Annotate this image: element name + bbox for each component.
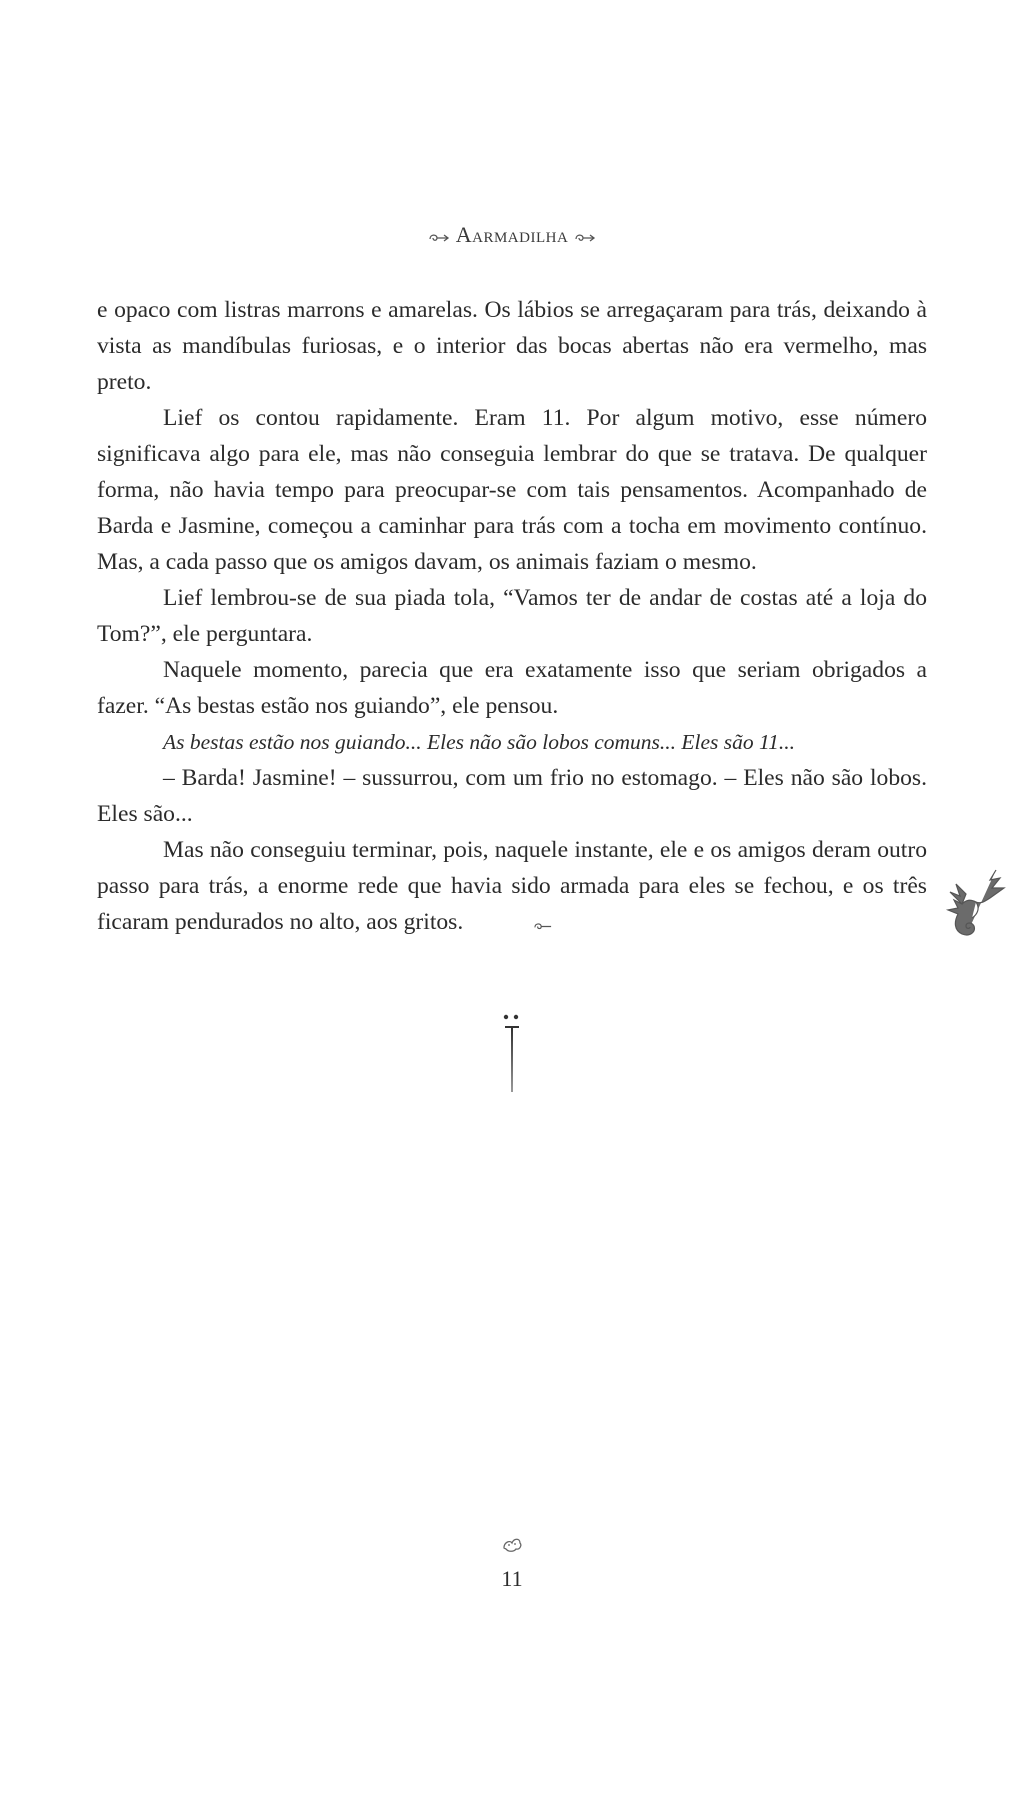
dagger-ornament-icon bbox=[492, 1012, 532, 1096]
running-header bbox=[0, 222, 1024, 249]
page-number: 11 bbox=[501, 1566, 523, 1591]
italic-thought: As bestas estão nos guiando... Eles não são lobos comuns... Eles são 11... bbox=[163, 730, 796, 754]
header-title-rest: ARMADILHA bbox=[472, 230, 569, 246]
body-text bbox=[97, 292, 927, 942]
last-paragraph bbox=[97, 832, 927, 942]
small-dragon-icon bbox=[500, 1534, 524, 1554]
scroll-ornament-icon bbox=[428, 227, 450, 249]
scroll-ornament-icon bbox=[467, 906, 553, 942]
paragraph: e opaco com listras marrons e amarelas. Os lábios se arregaçaram para trás, deixando à vista as mandíbulas furiosas, e o interior das bocas abertas não era vermelho, mas preto. bbox=[97, 297, 927, 395]
paragraph-text: Mas não conseguiu terminar, pois, naquele instante, ele e os amigos deram outro passo para trás, a enorme rede que havia sido armada para eles se fechou, e os três ficaram pendurados no alto, aos gritos. bbox=[97, 837, 927, 935]
paragraph: Lief os contou rapidamente. Eram 11. Por algum motivo, esse número significava algo para ele, mas não conseguia lembrar do que se tratava. De qualquer forma, não havia tempo para preocupar-se com tais pensamentos. Acompanhado de Barda e Jasmine, começou a caminhar para trás com a tocha em movimento contínuo. Mas, a cada passo que os amigos davam, os animais faziam o mesmo. bbox=[97, 405, 927, 575]
scroll-ornament-icon bbox=[574, 227, 596, 249]
paragraph: Naquele momento, parecia que era exatamente isso que seriam obrigados a fazer. “As bestas estão nos guiando”, ele pensou. bbox=[97, 657, 927, 719]
header-title-first: A bbox=[455, 222, 473, 247]
paragraph: – Barda! Jasmine! – sussurrou, com um frio no estomago. – Eles não são lobos. Eles são... bbox=[97, 765, 927, 827]
paragraph: Lief lembrou-se de sua piada tola, “Vamos ter de andar de costas até a loja do Tom?”, ele perguntara. bbox=[97, 585, 927, 647]
dragon-icon bbox=[940, 866, 1010, 938]
